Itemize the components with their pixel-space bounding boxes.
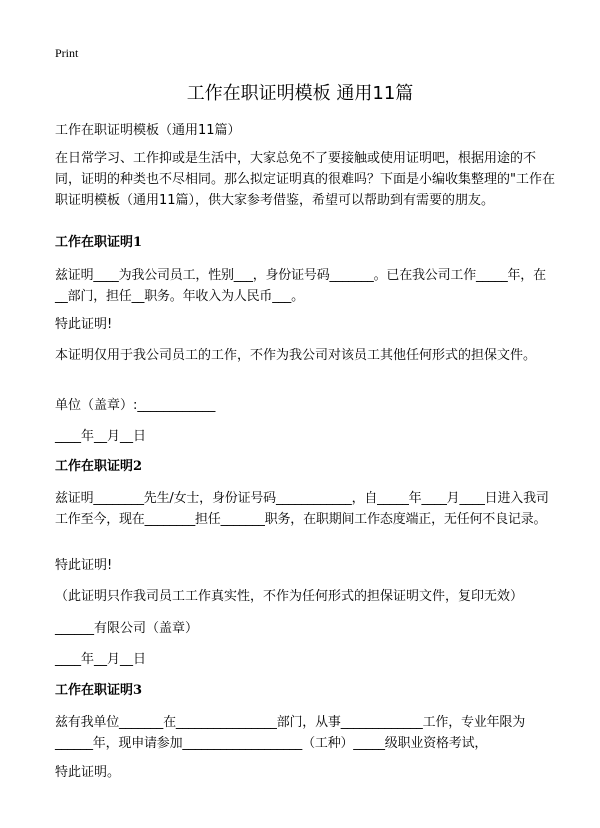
section2-body: 兹证明________先生/女士，身份证号码____________，自_____年____月____日进入我司工作至今，现在________担任_______职务，在职期间工作态度端正，无任何不良记录。 bbox=[55, 491, 549, 527]
intro-paragraph: 在日常学习、工作抑或是生活中，大家总免不了要接触或使用证明吧，根据用途的不同，证明的种类也不尽相同。那么拟定证明真的很难吗？下面是小编收集整理的"工作在职证明模板（通用11篇），供大家参考借鉴，希望可以帮助到有需要的朋友。 bbox=[55, 151, 555, 208]
section1-special: 特此证明! bbox=[55, 317, 113, 332]
section2-company: ______有限公司（盖章） bbox=[55, 621, 199, 636]
section1-note: 本证明仅用于我公司员工的工作，不作为我公司对该员工其他任何形式的担保文件。 bbox=[55, 348, 537, 363]
document-title: 工作在职证明模板 通用11篇 bbox=[186, 83, 414, 104]
section1-heading: 工作在职证明1 bbox=[55, 235, 143, 250]
section3-body: 兹有我单位_______在________________部门，从事_____________工作，专业年限为______年，现申请参加___________________（工种）_____级职业资格考试， bbox=[55, 715, 526, 751]
section2-special: 特此证明! bbox=[55, 558, 113, 573]
section2-note: （此证明只作我司员工工作真实性，不作为任何形式的担保证明文件，复印无效） bbox=[55, 589, 524, 604]
section1-date: ____年__月__日 bbox=[55, 429, 147, 444]
document-subtitle: 工作在职证明模板（通用11篇） bbox=[55, 123, 241, 138]
section1-unit: 单位（盖章）:____________ bbox=[55, 398, 216, 413]
section3-heading: 工作在职证明3 bbox=[55, 683, 143, 698]
section2-heading: 工作在职证明2 bbox=[55, 459, 143, 474]
print-link[interactable]: Print bbox=[55, 46, 79, 60]
section1-body: 兹证明____为我公司员工，性别___，身份证号码_______。已在我公司工作_____年，在__部门，担任__职务。年收入为人民币___。 bbox=[55, 268, 546, 304]
section2-date: ____年__月__日 bbox=[55, 652, 147, 667]
section3-special: 特此证明。 bbox=[55, 765, 121, 780]
